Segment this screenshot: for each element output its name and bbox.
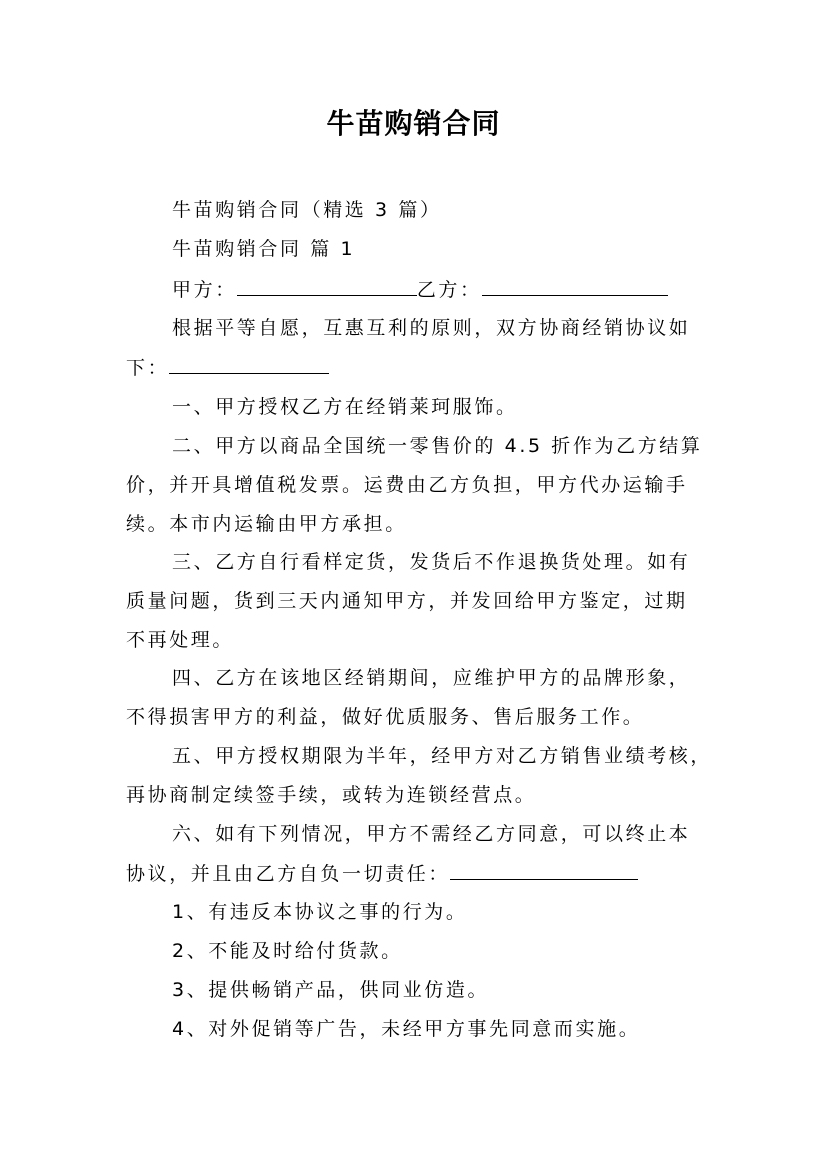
intro-paragraph-line: [126, 353, 726, 382]
clause-6-line: 六、如有下列情况，甲方不需经乙方同意，可以终止本: [172, 823, 691, 845]
clause-6-text: 协议，并且由乙方自负一切责任：: [126, 863, 451, 885]
party-a-blank: [237, 275, 417, 296]
party-b-blank: [482, 275, 668, 296]
clause-6-blank: [450, 859, 638, 880]
page-title: 牛苗购销合同: [326, 107, 501, 140]
party-a-label: 甲方：: [172, 279, 237, 301]
section-heading: 牛苗购销合同 篇 1: [172, 238, 356, 260]
list-item: 1、有违反本协议之事的行为。: [172, 901, 468, 923]
document-subtitle: 牛苗购销合同（精选 3 篇）: [172, 199, 442, 221]
clause-2-line: 价，并开具增值税发票。运费由乙方负担，甲方代办运输手: [126, 474, 688, 496]
list-item: 3、提供畅销产品，供同业仿造。: [172, 979, 490, 1001]
clause-5-line: 五、甲方授权期限为半年，经甲方对乙方销售业绩考核，: [172, 745, 713, 767]
clause-2-line: 续。本市内运输由甲方承担。: [126, 513, 407, 535]
clause-3-line: 不再处理。: [126, 629, 235, 651]
clause-1: 一、甲方授权乙方在经销莱珂服饰。: [172, 396, 518, 418]
clause-3-line: 质量问题，货到三天内通知甲方，并发回给甲方鉴定，过期: [126, 590, 688, 612]
clause-6-line: [126, 859, 726, 888]
party-b-label: 乙方：: [416, 279, 482, 301]
list-item: 4、对外促销等广告，未经甲方事先同意而实施。: [172, 1018, 641, 1040]
clause-3-line: 三、乙方自行看样定货，发货后不作退换货处理。如有: [172, 551, 691, 573]
clause-2-line: 二、甲方以商品全国统一零售价的 4.5 折作为乙方结算: [172, 435, 703, 457]
party-line: [172, 275, 732, 304]
clause-5-line: 再协商制定续签手续，或转为连锁经营点。: [126, 784, 537, 806]
clause-4-line: 四、乙方在该地区经销期间，应维护甲方的品牌形象，: [172, 667, 691, 689]
intro-blank: [169, 353, 329, 374]
intro-paragraph-line: 根据平等自愿，互惠互利的原则，双方协商经销协议如: [172, 317, 691, 339]
list-item: 2、不能及时给付货款。: [172, 940, 403, 962]
intro-paragraph-text: 下：: [126, 357, 170, 379]
clause-4-line: 不得损害甲方的利益，做好优质服务、售后服务工作。: [126, 706, 645, 728]
